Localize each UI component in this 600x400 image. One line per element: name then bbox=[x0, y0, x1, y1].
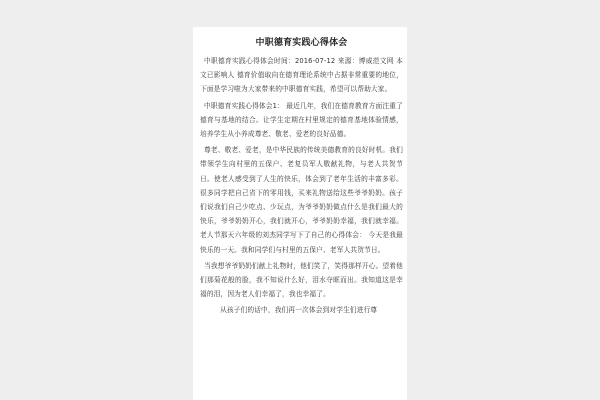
document-title: 中职德育实践心得体会 bbox=[255, 38, 348, 48]
document-page bbox=[193, 27, 407, 400]
body-paragraph: 从孩子们的话中，我们再一次体会到对学生们进行尊 bbox=[220, 306, 378, 315]
document-content bbox=[200, 36, 403, 320]
body-paragraph: 中职德育实践心得体会1： 最近几年，我们在德育教育方面注重了德育与基地的结合。让学生定期在村里规定的德育基地体验情感，培养学生从小养成尊老、敬老、爱老的良好品德。 bbox=[200, 101, 403, 139]
intro-paragraph: 中职德育实践心得体会时间：2016-07-12 来源：博威范文网 本文已影响人 德育价值取向在德育理论系统中占据非常重要的地位，下面是学习啦为大家带来的中职德育实践，希望可以帮助大家。 bbox=[200, 57, 403, 94]
body-paragraph: 当我想爷爷奶奶们献上礼物时，他们笑了，笑得那样开心。望着他们那菊花般的脸，我不知说什么好，泪水夺眶而出。我知道这是幸福的泪，因为老人们幸福了，我也幸福了。 bbox=[200, 261, 403, 299]
body-paragraph: 尊老、敬老、爱老，是中华民族的传统美德教育的良好时机。我们带领学生向村里的五保户、老复员军人敬献礼物，与老人共贺节日。使老人感受到了人生的快乐，体会到了老年生活的丰富多彩。很多同学把自己省下的零用钱，买来礼物送给这些爷爷奶奶。孩子们说我们自己少吃点、少玩点，为爷爷奶奶做点什么是我们最大的快乐，爷爷奶奶开心，我们就开心，爷爷奶奶幸福，我们就幸福。老人节那天六年级的刘杰同学写下了自己的心得体会： 今天是我最快乐的一天。我和同学们与村里的五保户、老军人共贺节日。 bbox=[200, 146, 403, 254]
